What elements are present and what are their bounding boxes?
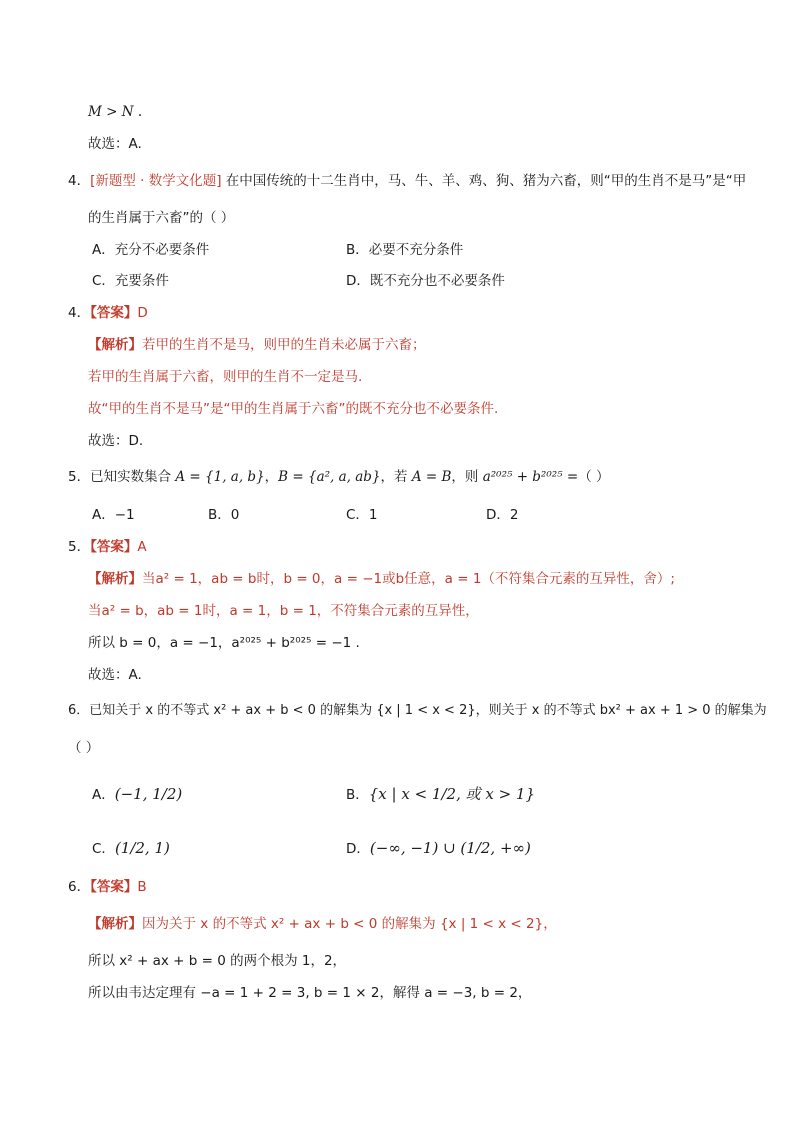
q6-option-b — [346, 784, 535, 805]
q4-answer-number: 4． — [68, 305, 91, 321]
q5-number: 5． — [68, 469, 91, 485]
q5-set-b: B = {a², a, ab} — [278, 469, 381, 485]
q4-explanation-text-1: 若甲的生肖不是马，则甲的生肖未必属于六畜； — [142, 337, 426, 353]
q6-option-a-label: A． — [92, 787, 115, 803]
q4-tag: [新题型 · 数学文化题] — [90, 173, 222, 189]
q6-stem-text: 已知关于 x 的不等式 x² + ax + b < 0 的解集为 {x | 1 < x < 2}，则关于 x 的不等式 bx² + ax + 1 > 0 的解集为 — [89, 703, 767, 718]
q5-final: 故选：A. — [88, 667, 142, 683]
q6-explanation-2: 所以 x² + ax + b = 0 的两个根为 1，2， — [88, 953, 347, 969]
q4-stem-line2: 的生肖属于六畜”的（ ） — [88, 210, 235, 226]
q6-explanation-3: 所以由韦达定理有 −a = 1 + 2 = 3, b = 1 × 2，解得 a = −3, b = 2， — [88, 985, 532, 1001]
q5-sep: ， — [264, 469, 279, 485]
q5-answer-number: 5． — [68, 539, 91, 555]
prev-final-answer — [88, 134, 142, 154]
q5-explanation-3: 所以 b = 0，a = −1，a²⁰²⁵ + b²⁰²⁵ = −1 . — [88, 635, 360, 651]
q4-final: 故选：D. — [88, 433, 144, 449]
q4-number: 4． — [68, 173, 91, 189]
q4-option-a: A．充分不必要条件 — [92, 242, 210, 258]
q4-stem-text-1: 在中国传统的十二生肖中，马、牛、羊、鸡、狗、猪为六畜，则“甲的生肖不是马”是“甲 — [221, 173, 747, 189]
q4-answer-value: D — [137, 305, 148, 321]
q5-then: ，则 — [451, 469, 483, 485]
q4-option-b: B．必要不充分条件 — [346, 242, 464, 258]
q5-eq: A = B — [411, 469, 452, 485]
q6-answer-number: 6． — [68, 879, 91, 895]
q4-explanation-2: 若甲的生肖属于六畜，则甲的生肖不一定是马. — [88, 369, 363, 385]
q4-explanation-1 — [88, 335, 426, 355]
q6-stem-line2: （ ） — [68, 740, 100, 756]
q4-explanation-3: 故“甲的生肖不是马”是“甲的生肖属于六畜”的既不充分也不必要条件. — [88, 401, 499, 417]
q6-option-c-value: (1/2, 1) — [114, 839, 170, 857]
q6-option-b-label: B． — [346, 787, 369, 803]
q6-explanation-label: 【解析】 — [88, 916, 142, 932]
q5-set-a: A = {1, a, b} — [175, 469, 265, 485]
q5-explanation-text-1: 当a² = 1，ab = b时，b = 0，a = −1或b任意，a = 1（不符集合元素的互异性，舍）; — [142, 571, 675, 587]
q6-option-c-label: C． — [92, 841, 115, 857]
q5-paren: （ ） — [578, 469, 610, 485]
q6-option-a-value: (−1, 1/2) — [114, 785, 183, 803]
q6-stem — [68, 701, 767, 721]
q5-option-d: D．2 — [486, 507, 519, 523]
q4-option-d: D．既不充分也不必要条件 — [346, 273, 505, 289]
q5-stem — [68, 467, 609, 487]
q5-explanation-label: 【解析】 — [88, 571, 142, 587]
q6-option-a — [92, 784, 182, 805]
q5-option-b: B．0 — [208, 507, 240, 523]
q6-option-d-value: (−∞, −1) ∪ (1/2, +∞) — [369, 839, 531, 857]
q6-explanation-1 — [88, 914, 557, 934]
q6-option-c — [92, 838, 170, 859]
q4-option-c: C．充要条件 — [92, 273, 169, 289]
q6-option-d — [346, 838, 531, 859]
q4-explanation-label: 【解析】 — [88, 337, 142, 353]
q6-answer-label: 【答案】 — [90, 879, 138, 895]
q5-answer-value: A — [137, 539, 147, 555]
final-answer-text: 故选：A. — [88, 136, 142, 152]
prev-conclusion: M > N . — [88, 104, 143, 120]
q6-answer — [68, 877, 147, 897]
q5-option-a: A．−1 — [92, 507, 135, 523]
q5-explanation-1 — [88, 569, 675, 589]
q5-expr: a²⁰²⁵ + b²⁰²⁵ = — [482, 469, 579, 485]
q4-stem — [68, 171, 746, 191]
q6-option-b-value: {x | x < 1/2, 或 x > 1} — [368, 785, 536, 803]
q5-answer-label: 【答案】 — [90, 539, 138, 555]
q4-answer-label: 【答案】 — [90, 305, 138, 321]
q6-number: 6． — [68, 703, 90, 718]
q5-stem-text: 已知实数集合 — [90, 469, 176, 485]
q6-answer-value: B — [137, 879, 147, 895]
q5-option-c: C．1 — [346, 507, 378, 523]
q5-answer — [68, 537, 147, 557]
q6-explanation-text-1: 因为关于 x 的不等式 x² + ax + b < 0 的解集为 {x | 1 < x < 2}， — [142, 916, 557, 932]
q5-explanation-2: 当a² = b，ab = 1时，a = 1，b = 1，不符集合元素的互异性， — [88, 603, 479, 619]
q4-answer — [68, 303, 148, 323]
q6-option-d-label: D． — [346, 841, 370, 857]
q5-cond: ，若 — [380, 469, 412, 485]
